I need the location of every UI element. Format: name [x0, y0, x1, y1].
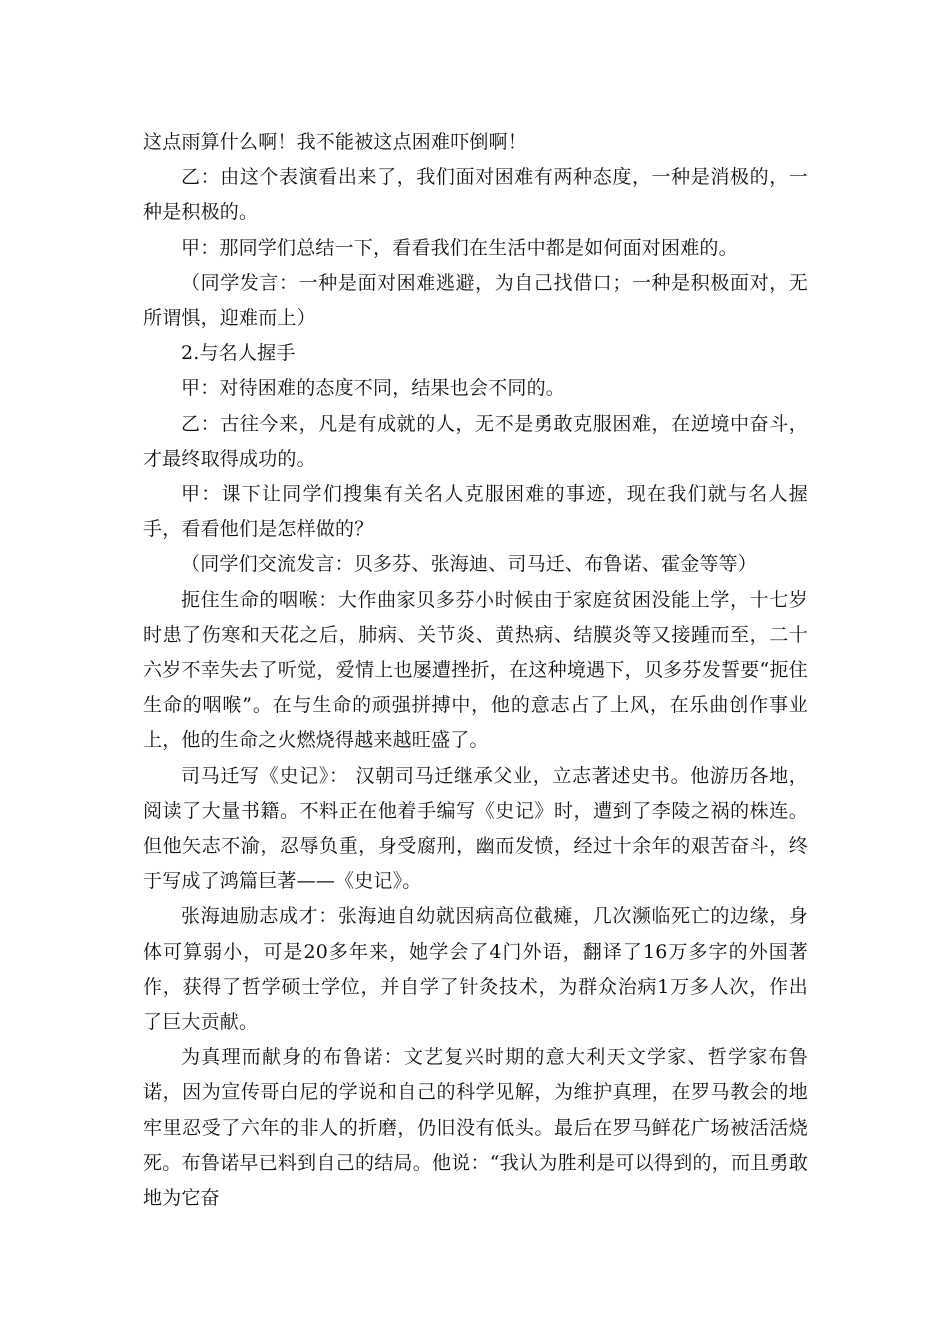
paragraph-zhang-haidi: 张海迪励志成才：张海迪自幼就因病高位截瘫，几次濒临死亡的边缘，身体可算弱小，可是20多年来，她学会了4门外语，翻译了16万多字的外国著作，获得了哲学硕士学位，并自学了针灸技术，为群众治病1万多人次，作出了巨大贡献。 — [143, 905, 808, 1034]
document-body — [143, 125, 808, 1216]
paragraph-sima-qian: 司马迁写《史记》： 汉朝司马迁继承父业，立志著述史书。他游历各地，阅读了大量书籍。不料正在他着手编写《史记》时，遭到了李陵之祸的株连。但他矢志不渝，忍辱负重，身受腐刑，幽而发愤，经过十余年的艰苦奋斗，终于写成了鸿篇巨著——《史记》。 — [143, 764, 808, 893]
paragraph-jia-famous-people: 甲：课下让同学们搜集有关名人克服困难的事迹，现在我们就与名人握手，看看他们是怎样做的？ — [143, 483, 808, 541]
paragraph-jia-results: 甲：对待困难的态度不同，结果也会不同的。 — [181, 377, 566, 400]
paragraph-student-remarks: （同学发言：一种是面对困难逃避，为自己找借口；一种是积极面对，无所谓惧，迎难而上） — [143, 271, 808, 330]
paragraph-student-exchange: （同学们交流发言：贝多芬、张海迪、司马迁、布鲁诺、霍金等等） — [181, 553, 758, 576]
paragraph-yi-attitudes: 乙：由这个表演看出来了，我们面对困难有两种态度，一种是消极的，一种是积极的。 — [143, 166, 808, 224]
section-heading: 2.与名人握手 — [181, 342, 296, 365]
paragraph-jia-summary: 甲：那同学们总结一下，看看我们在生活中都是如何面对困难的。 — [181, 236, 738, 259]
paragraph-beethoven: 扼住生命的咽喉：大作曲家贝多芬小时候由于家庭贫困没能上学，十七岁时患了伤寒和天花之后，肺病、关节炎、黄热病、结膜炎等又接踵而至，二十六岁不幸失去了听觉，爱情上也屡遭挫折，在这种境遇下，贝多芬发誓要“扼住生命的咽喉”。在与生命的顽强拼搏中，他的意志占了上风，在乐曲创作事业上，他的生命之火燃烧得越来越旺盛了。 — [143, 588, 808, 752]
paragraph-yi-achievers: 乙：古往今来，凡是有成就的人，无不是勇敢克服困难，在逆境中奋斗，才最终取得成功的。 — [143, 412, 808, 470]
paragraph-continuation: 这点雨算什么啊！我不能被这点困难吓倒啊！ — [143, 131, 528, 153]
paragraph-bruno: 为真理而献身的布鲁诺：文艺复兴时期的意大利天文学家、哲学家布鲁诺，因为宣传哥白尼的学说和自己的科学见解，为维护真理，在罗马教会的地牢里忍受了六年的非人的折磨，仍旧没有低头。最后在罗马鲜花广场被活活烧死。布鲁诺早已料到自己的结局。他说：“我认为胜利是可以得到的，而且勇敢地为它奋 — [143, 1046, 808, 1210]
